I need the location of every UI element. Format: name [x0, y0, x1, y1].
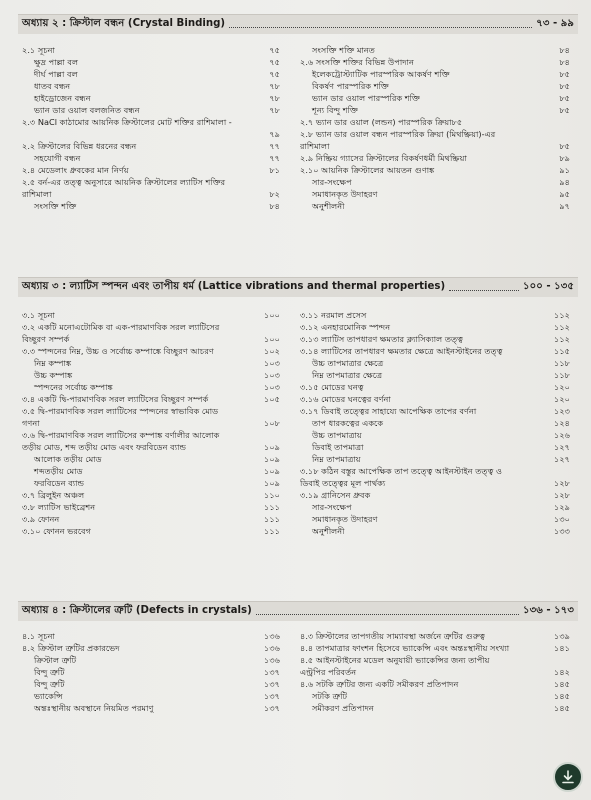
toc-page-number: ১৩০: [554, 514, 570, 524]
toc-entry-text: অনুশীলনী: [312, 201, 345, 211]
toc-entry: [22, 104, 280, 116]
toc-entry: [22, 80, 280, 92]
toc-entry-text: ৪.৫ আইনস্টাইনের মডেল অনুযায়ী ভ্যাকেন্সির জন্য তাপীয়: [300, 655, 490, 665]
toc-entry-text: ২.১ সূচনা: [22, 45, 55, 55]
toc-entry: [22, 477, 280, 489]
chapter-title: অধ্যায় ৪ : ক্রিস্টালের ত্রুটি (Defects in crystals): [22, 605, 252, 616]
toc-entry: [300, 429, 570, 441]
toc-entry: [22, 200, 280, 212]
toc-page-number: ৭৫: [269, 57, 280, 67]
toc-entry: [300, 405, 570, 417]
toc-page-number: ৮১: [269, 165, 280, 175]
toc-entry-text: ক্রিস্টাল ত্রুটি: [34, 655, 77, 665]
toc-entry: [300, 333, 570, 345]
toc-entry-text: সার-সংক্ষেপ: [312, 177, 352, 187]
toc-entry-text: ৩.১৫ মোডের ঘনত্ব: [300, 382, 364, 392]
toc-page-number: ১১১: [264, 514, 280, 524]
toc-entry-text: অনুশীলনী: [312, 526, 345, 536]
toc-entry-text: উচ্চ তাপমাত্রায়: [312, 430, 362, 440]
toc-entry: [300, 152, 570, 164]
dot-leader: [449, 290, 519, 291]
toc-entry-text: সমীকরণ প্রতিপাদন: [312, 703, 374, 713]
toc-entry-text: ৩.১ সূচনা: [22, 310, 55, 320]
toc-entry-text: শূন্য বিন্দু শক্তি: [312, 105, 358, 115]
toc-page-number: ১৩৬: [264, 655, 280, 665]
toc-entry-text: ৪.৬ সটকি ত্রুটির জন্য একটি সমীকরণ প্রতিপাদন: [300, 679, 459, 689]
toc-entry-text: ৪.৩ ক্রিস্টালের তাপগতীয় সাম্যাবস্থা অর্জনে ত্রুটির গুরুত্ব: [300, 631, 485, 641]
toc-entry-text: ৪.১ সূচনা: [22, 631, 55, 641]
toc-entry: [300, 200, 570, 212]
toc-page-number: ৮৪: [559, 57, 570, 67]
toc-page-number: ১০৯: [264, 454, 280, 464]
toc-entry: [22, 441, 280, 453]
toc-entry-text: ৩.১৩ ল্যাটিস তাপধারণ ক্ষমতার ক্ল্যাসিক্যাল তত্ত্ব: [300, 334, 463, 344]
toc-entry-text: দীর্ঘ পাল্লা বল: [34, 69, 78, 79]
toc-entry: [22, 678, 280, 690]
toc-entry: [300, 44, 570, 56]
toc-page-number: ১৩৬: [264, 643, 280, 653]
toc-entry-text: উচ্চ তাপমাত্রার ক্ষেত্রে: [312, 358, 384, 368]
toc-entry: [22, 92, 280, 104]
toc-page-number: ৮৯: [559, 153, 570, 163]
toc-entry: [300, 690, 570, 702]
toc-page-number: ১১০: [264, 490, 280, 500]
toc-page-number: ১৩৬: [264, 631, 280, 641]
toc-entry-text: ৩.২ একটি মনোএটোমিক বা এক-পারমাণবিক সরল ল্যাটিসের: [22, 322, 220, 332]
toc-page-number: ৯১: [559, 165, 570, 175]
toc-entry: [300, 176, 570, 188]
toc-page-number: ৮৫: [559, 69, 570, 79]
download-arrow-icon: [561, 770, 575, 784]
toc-entry-text: বিচ্ছুরণ সম্পর্ক: [22, 334, 70, 344]
toc-entry-text: ভ্যান ডার ওয়াল পারস্পরিক শক্তি: [312, 93, 420, 103]
toc-entry: [22, 381, 280, 393]
toc-page-number: ১৪২: [554, 667, 570, 677]
toc-entry-text: সংসক্তি শক্তি মানত: [312, 45, 375, 55]
toc-entry-text: ২.৪ মেডেলাং ধ্রুবকের মান নির্ণয়: [22, 165, 129, 175]
toc-entry-text: ২.৯ নিষ্ক্রিয় গ্যাসের ক্রিস্টালের বিকর্ষণধর্মী মিথষ্ক্রিয়া: [300, 153, 467, 163]
toc-entry: [300, 489, 570, 501]
chapter-pages: ১০০ - ১৩৫: [522, 281, 574, 292]
toc-column-left: [22, 44, 280, 212]
toc-entry: [22, 465, 280, 477]
chapter-pages: ৭৩ - ৯৯: [536, 18, 574, 29]
toc-entry-text: সংসক্তি শক্তি: [34, 201, 77, 211]
toc-page-number: ১৩৭: [264, 667, 280, 677]
toc-entry: [22, 702, 280, 714]
toc-page-number: ৮৫: [559, 93, 570, 103]
toc-entry-text: ৩.১৪ ল্যাটিসের তাপধারণ ক্ষমতার ক্ষেত্রে আইনস্টাইনের তত্ত্ব: [300, 346, 503, 356]
toc-entry-text: ভ্যান ডার ওয়াল বলজনিত বন্ধন: [34, 105, 140, 115]
toc-entry-text: তড়ীয় মোড, শব্দ তড়ীয় মোড এবং ফরবিডেন ব্যান্ড: [22, 442, 187, 452]
toc-page-number: ১০০: [264, 310, 280, 320]
toc-entry-text: ২.৮ ভ্যান ডার ওয়াল বন্ধন পারস্পরিক ক্রিয়া (মিথষ্ক্রিয়া)-এর: [300, 129, 496, 139]
toc-entry: [22, 345, 280, 357]
toc-entry-text: ৩.৮ ল্যাটিস ভাইব্রেশন: [22, 502, 96, 512]
toc-entry-text: ৩.১৯ গ্রানিসেন ধ্রুবক: [300, 490, 371, 500]
toc-entry-text: সমাধানকৃত উদাহরণ: [312, 514, 378, 524]
chapter-title: অধ্যায় ২ : ক্রিস্টাল বন্ধন (Crystal Binding): [22, 18, 226, 29]
toc-column-left: [22, 309, 280, 537]
toc-entry-text: ৪.৪ তাপমাত্রার ফাংশন হিসেবে ভ্যাকেন্সি এবং অন্তঃস্থানীয় সংখ্যা: [300, 643, 510, 653]
toc-page-number: ১০৩: [264, 382, 280, 392]
toc-entry-text: রাশিমালা: [300, 141, 330, 151]
toc-page-number: ১২৮: [554, 490, 570, 500]
toc-page-number: ৯৭: [559, 201, 570, 211]
toc-page-number: ১১২: [554, 322, 570, 332]
toc-entry: [22, 188, 280, 200]
toc-page-number: ৭৫: [269, 69, 280, 79]
toc-column-right: [300, 309, 570, 537]
toc-page-number: ১২০: [554, 382, 570, 392]
toc-entry-text: ৩.৬ দ্বি-পারমাণবিক সরল ল্যাটিসের কম্পাঙ্ক বর্ণালীর আলোক: [22, 430, 220, 440]
toc-column-left: [22, 630, 280, 714]
toc-entry: [22, 56, 280, 68]
toc-page-number: ৭৭: [269, 141, 280, 151]
toc-page-number: ১১১: [264, 526, 280, 536]
toc-entry-text: স্পন্দনের সর্বোচ্চ কম্পাঙ্ক: [34, 382, 113, 392]
toc-entry: [22, 489, 280, 501]
toc-entry: [22, 666, 280, 678]
toc-page-number: ৭৫: [269, 45, 280, 55]
toc-entry: [300, 393, 570, 405]
toc-entry: [22, 309, 280, 321]
toc-entry: [300, 321, 570, 333]
toc-page-number: ৯৪: [559, 177, 570, 187]
toc-page-number: ১০৫: [264, 394, 280, 404]
toc-entry: [300, 666, 570, 678]
toc-entry-text: ২.৬ সংসক্তি শক্তির বিভিন্ন উপাদান: [300, 57, 414, 67]
toc-page-number: ১৩৭: [264, 679, 280, 689]
toc-page-number: ১৪৫: [554, 691, 570, 701]
toc-entry-text: আলোক তড়ীয় মোড: [34, 454, 102, 464]
toc-page-number: ১৩৩: [554, 526, 570, 536]
toc-entry: [22, 357, 280, 369]
toc-page-number: ৮৫: [559, 141, 570, 151]
toc-page-number: ১৪৫: [554, 679, 570, 689]
toc-entry-text: ২.১০ আয়নিক ক্রিস্টালের আয়তন গুণাঙ্ক: [300, 165, 435, 175]
toc-page-number: ১২০: [554, 394, 570, 404]
toc-entry: [22, 152, 280, 164]
toc-entry: [22, 654, 280, 666]
toc-entry: [300, 116, 570, 128]
toc-entry: [22, 690, 280, 702]
toc-entry: [300, 678, 570, 690]
toc-entry: [22, 393, 280, 405]
toc-page-number: ৮৪: [269, 201, 280, 211]
toc-entry-text: এন্ট্রপির পরিবর্তন: [300, 667, 357, 677]
toc-entry: [300, 702, 570, 714]
chapter-heading: [18, 601, 578, 621]
toc-entry: [22, 164, 280, 176]
toc-entry: [22, 321, 280, 333]
toc-page-number: ৭৮: [269, 93, 280, 103]
toc-entry: [300, 525, 570, 537]
toc-entry-text: ৪.২ ক্রিস্টাল ত্রুটির প্রকারভেদ: [22, 643, 120, 653]
toc-entry-text: ৩.৩ স্পন্দনের নিম্ন, উচ্চ ও সর্বোচ্চ কম্পাঙ্কে বিচ্ছুরণ আচরণ: [22, 346, 214, 356]
toc-entry: [22, 453, 280, 465]
toc-entry: [22, 140, 280, 152]
toc-page-number: ৮৪: [559, 45, 570, 55]
toc-entry-text: ৩.১১ নরমাল প্রসেস: [300, 310, 367, 320]
toc-entry: [300, 128, 570, 140]
toc-entry: [22, 525, 280, 537]
toc-entry: [22, 44, 280, 56]
toc-entry-text: ৩.১৮ কঠিন বস্তুর আপেক্ষিক তাপ তত্ত্বে আইনস্টাইন তত্ত্ব ও: [300, 466, 503, 476]
toc-entry-text: ৩.১৭ ডিবাই তত্ত্বের সাহায্যে আপেক্ষিক তাপের বর্ণনা: [300, 406, 477, 416]
toc-entry: [22, 405, 280, 417]
toc-entry: [22, 116, 280, 128]
toc-entry: [22, 642, 280, 654]
toc-entry-text: ৩.৫ দ্বি-পারমাণবিক সরল ল্যাটিসের স্পন্দনের স্বাভাবিক মোড: [22, 406, 219, 416]
toc-page-number: ১৩৭: [264, 703, 280, 713]
toc-page-number: ১০৯: [264, 442, 280, 452]
toc-entry: [22, 333, 280, 345]
toc-entry: [300, 477, 570, 489]
toc-page-number: ৭৭: [269, 153, 280, 163]
toc-entry: [300, 630, 570, 642]
toc-column-right: [300, 630, 570, 714]
toc-entry-text: অন্তঃস্থানীয় অবস্থানে নিয়মিত পরমাণু: [34, 703, 154, 713]
toc-entry-text: ভ্যাকেন্সি: [34, 691, 63, 701]
toc-page-number: ১১৫: [554, 346, 570, 356]
toc-entry: [300, 513, 570, 525]
toc-page-number: ৮৫: [559, 81, 570, 91]
toc-page-number: ১২৭: [554, 442, 570, 452]
toc-entry-text: সটকি ত্রুটি: [312, 691, 348, 701]
toc-entry: [22, 630, 280, 642]
toc-page-number: ১০০: [264, 334, 280, 344]
toc-entry-text: সার-সংক্ষেপ: [312, 502, 352, 512]
toc-page-number: ১১৮: [554, 358, 570, 368]
toc-entry-text: নিম্ন তাপমাত্রার ক্ষেত্রে: [312, 370, 383, 380]
toc-page-number: ৯৫: [559, 189, 570, 199]
toc-entry: [300, 80, 570, 92]
toc-page-number: ১১২: [554, 334, 570, 344]
toc-entry-text: ৩.১০ ফোনন ভরবেগ: [22, 526, 92, 536]
toc-entry: [300, 68, 570, 80]
toc-entry: [300, 453, 570, 465]
toc-page-number: ১০৯: [264, 466, 280, 476]
toc-page-number: ১২৮: [554, 478, 570, 488]
toc-page-number: ১০৩: [264, 358, 280, 368]
toc-entry-text: ২.২ ক্রিস্টালের বিভিন্ন ধরনের বন্ধন: [22, 141, 137, 151]
toc-entry-text: বিকর্ষণ পারস্পরিক শক্তি: [312, 81, 389, 91]
toc-entry: [300, 56, 570, 68]
toc-entry: [300, 381, 570, 393]
toc-entry-text: ২.৫ বর্ন-এর তত্ত্ব অনুসারে আয়নিক ক্রিস্টালের ল্যাটিস শক্তির: [22, 177, 226, 187]
toc-page-number: ১২৭: [554, 454, 570, 464]
toc-entry-text: বিন্দু ত্রুটি: [34, 679, 65, 689]
chapter-heading: [18, 14, 578, 34]
toc-entry-text: ২.৭ ভ্যান ডার ওয়াল (লন্ডন) পারস্পরিক ক্রিয়া৮৫: [300, 117, 463, 127]
toc-entry-text: ক্ষুদ্র পাল্লা বল: [34, 57, 79, 67]
toc-entry-text: গণনা: [22, 418, 40, 428]
toc-entry: [300, 188, 570, 200]
toc-entry-text: নিম্ন তাপমাত্রায়: [312, 454, 361, 464]
toc-entry: [22, 501, 280, 513]
toc-entry: [300, 92, 570, 104]
toc-entry: [22, 417, 280, 429]
toc-entry: [300, 642, 570, 654]
toc-entry: [300, 417, 570, 429]
toc-page-number: ১০৩: [264, 370, 280, 380]
toc-page-number: ১০২: [264, 346, 280, 356]
toc-page-number: ৭৯: [269, 129, 280, 139]
toc-page-number: ১১৮: [554, 370, 570, 380]
toc-page-number: ১২৬: [554, 430, 570, 440]
toc-page-number: ৮৫: [559, 105, 570, 115]
toc-entry: [22, 429, 280, 441]
toc-entry: [300, 309, 570, 321]
toc-entry-text: ডিবাই তাপমাত্রা: [312, 442, 364, 452]
toc-page-number: ৭৮: [269, 81, 280, 91]
toc-page-number: ১০৯: [264, 478, 280, 488]
toc-entry-text: উচ্চ কম্পাঙ্ক: [34, 370, 73, 380]
toc-entry-text: ৩.১৬ মোডের ঘনত্বের বর্ণনা: [300, 394, 391, 404]
toc-page-number: ১০৮: [264, 418, 280, 428]
toc-entry: [22, 68, 280, 80]
dot-leader: [229, 27, 532, 28]
toc-entry-text: ধাতব বন্ধন: [34, 81, 71, 91]
toc-entry: [300, 369, 570, 381]
toc-entry-text: ৩.৯ ফোনন: [22, 514, 60, 524]
toc-column-right: [300, 44, 570, 212]
toc-page-number: ১১২: [554, 310, 570, 320]
toc-page-number: ১৩৯: [554, 631, 570, 641]
toc-entry-text: ৩.৪ একটি দ্বি-পারমাণবিক সরল ল্যাটিসের বিচ্ছুরণ সম্পর্ক: [22, 394, 209, 404]
toc-entry-text: বিন্দু ত্রুটি: [34, 667, 65, 677]
toc-entry-text: রাশিমালা: [22, 189, 52, 199]
chapter-heading: [18, 277, 578, 297]
toc-page-number: ১৩৭: [264, 691, 280, 701]
toc-entry: [300, 164, 570, 176]
toc-page-number: ১২৪: [554, 418, 570, 428]
toc-entry-text: নিম্ন কম্পাঙ্ক: [34, 358, 72, 368]
toc-page-number: ১১১: [264, 502, 280, 512]
toc-entry: [22, 128, 280, 140]
chapter-title: অধ্যায় ৩ : ল্যাটিস স্পন্দন এবং তাপীয় ধর্ম (Lattice vibrations and thermal properties): [22, 281, 446, 292]
toc-entry: [22, 513, 280, 525]
toc-entry: [300, 465, 570, 477]
toc-entry: [22, 369, 280, 381]
toc-entry-text: সমাধানকৃত উদাহরণ: [312, 189, 378, 199]
toc-page-number: ১৪৫: [554, 703, 570, 713]
toc-entry-text: ইলেকট্রোস্ট্যাটিক পারস্পরিক আকর্ষণ শক্তি: [312, 69, 450, 79]
toc-entry-text: ২.৩ NaCl কাঠামোর আয়নিক ক্রিস্টালের মোট শক্তির রাশিমালা -: [22, 117, 232, 127]
dot-leader: [256, 614, 519, 615]
toc-entry-text: ৩.৭ ব্রিলুইন অঞ্চল: [22, 490, 85, 500]
toc-entry: [300, 345, 570, 357]
toc-entry-text: ফরবিডেন ব্যান্ড: [34, 478, 85, 488]
toc-entry: [300, 357, 570, 369]
toc-entry: [300, 441, 570, 453]
book-download-icon[interactable]: [553, 762, 583, 792]
toc-page-number: ১২৯: [554, 502, 570, 512]
toc-page-number: ১২৩: [554, 406, 570, 416]
toc-entry-text: শব্দতড়ীয় মোড: [34, 466, 83, 476]
toc-entry: [300, 140, 570, 152]
toc-entry: [300, 501, 570, 513]
toc-entry: [300, 654, 570, 666]
toc-entry-text: হাইড্রোজেন বন্ধন: [34, 93, 91, 103]
toc-page-number: ৭৮: [269, 105, 280, 115]
chapter-pages: ১৩৬ - ১৭৩: [522, 605, 574, 616]
toc-entry-text: সহযোগী বন্ধন: [34, 153, 81, 163]
toc-page-number: ১৪১: [554, 643, 570, 653]
toc-entry: [22, 176, 280, 188]
toc-entry-text: তাপ ধারকত্বের এককে: [312, 418, 384, 428]
toc-entry-text: ৩.১২ এনহারমোনিক স্পন্দন: [300, 322, 391, 332]
toc-entry-text: ডিবাই তত্ত্বের মূল পার্থক্য: [300, 478, 386, 488]
toc-page-number: ৮২: [269, 189, 280, 199]
toc-entry: [300, 104, 570, 116]
